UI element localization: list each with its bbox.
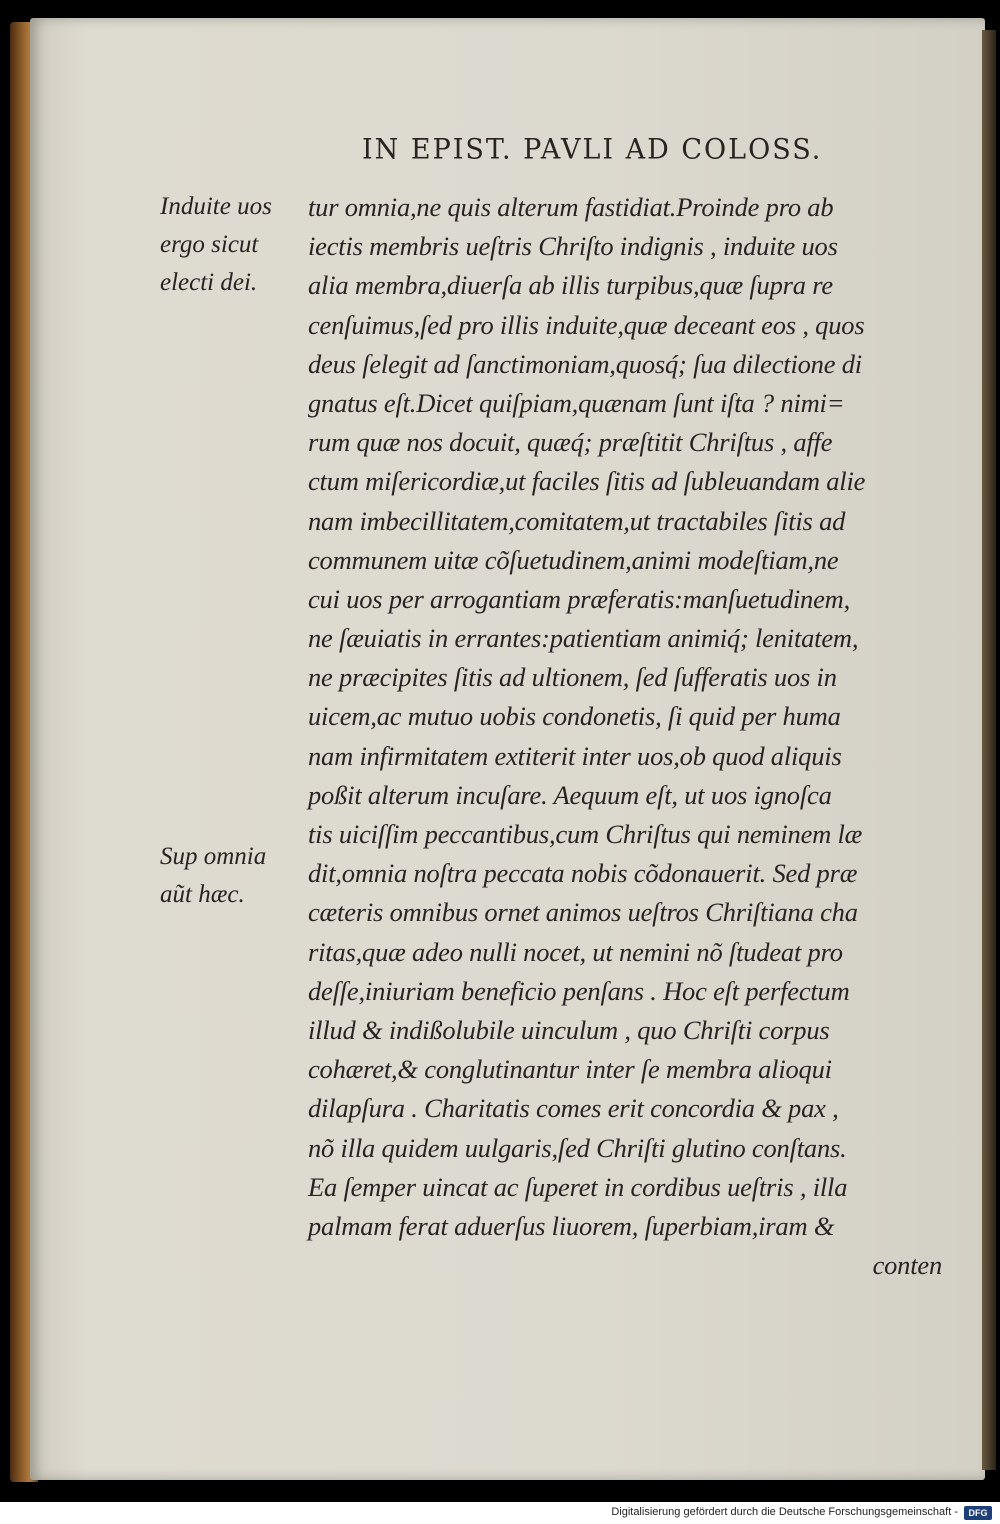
- text-line: uicem,ac mutuo uobis condonetis, ſi quid per huma: [308, 701, 841, 732]
- text-line: deus ſelegit ad ſanctimoniam,quosq́; ſua dilectione di: [308, 348, 862, 379]
- text-line: cui uos per arrogantiam præferatis:manſuetudinem,: [308, 583, 851, 614]
- text-line: ne ſæuiatis in errantes:patientiam animiq́; lenitatem,: [308, 623, 859, 654]
- marginal-line: aũt hæc.: [160, 881, 245, 908]
- marginal-line: Induite uos: [160, 193, 272, 220]
- text-line: dit,omnia noſtra peccata nobis cõdonauerit. Sed præ: [308, 858, 858, 889]
- text-line: cohæret,& conglutinantur inter ſe membra alioqui: [308, 1054, 832, 1085]
- footer-credit: Digitalisierung gefördert durch die Deutsche Forschungsgemeinschaft -: [611, 1506, 958, 1518]
- text-line: ritas,quæ adeo nulli nocet, ut nemini nõ ſtudeat pro: [308, 936, 843, 967]
- text-line: nõ illa quidem uulgaris,ſed Chriſti glutino conſtans.: [308, 1132, 847, 1163]
- text-line: communem uitæ cõſuetudinem,animi modeſtiam,ne: [308, 544, 839, 575]
- text-line: palmam ferat aduerſus liuorem, ſuperbiam,iram &: [308, 1210, 835, 1241]
- text-line: tis uiciſſim peccantibus,cum Chriſtus qui neminem læ: [308, 819, 863, 849]
- text-line: gnatus eſt.Dicet quiſpiam,quænam ſunt iſta ? nimi=: [308, 387, 845, 418]
- text-line: tur omnia,ne quis alterum fastidiat.Proinde pro ab: [308, 192, 834, 222]
- text-line: illud & indißolubile uinculum , quo Chriſti corpus: [308, 1014, 830, 1045]
- text-line: cenſuimus,ſed pro illis induite,quæ deceant eos , quos: [308, 309, 865, 340]
- text-line: ne præcipites ſitis ad ultionem, ſed ſufferatis uos in: [308, 662, 837, 693]
- text-line: poßit alterum incuſare. Aequum eſt, ut uos ignoſca: [308, 779, 832, 810]
- text-line: ctum miſericordiæ,ut faciles ſitis ad ſubleuandam alie: [308, 466, 866, 497]
- marginal-line: electi dei.: [160, 269, 258, 296]
- dfg-logo: DFG: [964, 1506, 992, 1520]
- running-header: IN EPIST. PAVLI AD COLOSS.: [362, 133, 823, 166]
- digitization-footer: [0, 1502, 1000, 1524]
- main-text-block: [308, 188, 948, 1285]
- text-line: nam imbecillitatem,comitatem,ut tractabiles ſitis ad: [308, 505, 846, 536]
- marginal-note-1: [160, 188, 310, 302]
- text-line: deſſe,iniuriam beneficio penſans . Hoc eſt perfectum: [308, 975, 850, 1006]
- text-line: Ea ſemper uincat ac ſuperet in cordibus ueſtris , illa: [308, 1171, 848, 1202]
- marginal-line: Sup omnia: [160, 843, 267, 870]
- text-line: iectis membris ueſtris Chriſto indignis , induite uos: [308, 231, 838, 262]
- text-line: rum quæ nos docuit, quæq́; præſtitit Chriſtus , affe: [308, 427, 833, 458]
- text-line: cæteris omnibus ornet animos ueſtros Chriſtiana cha: [308, 897, 858, 928]
- text-line: dilapſura . Charitatis comes erit concordia & pax ,: [308, 1093, 839, 1124]
- page-right-edge: [982, 30, 996, 1470]
- text-line: alia membra,diuerſa ab illis turpibus,quæ ſupra re: [308, 270, 833, 301]
- marginal-note-2: [160, 838, 310, 914]
- marginal-line: ergo sicut: [160, 231, 259, 258]
- catchword: conten: [872, 1250, 942, 1281]
- text-line: nam infirmitatem extiterit inter uos,ob quod aliquis: [308, 740, 842, 771]
